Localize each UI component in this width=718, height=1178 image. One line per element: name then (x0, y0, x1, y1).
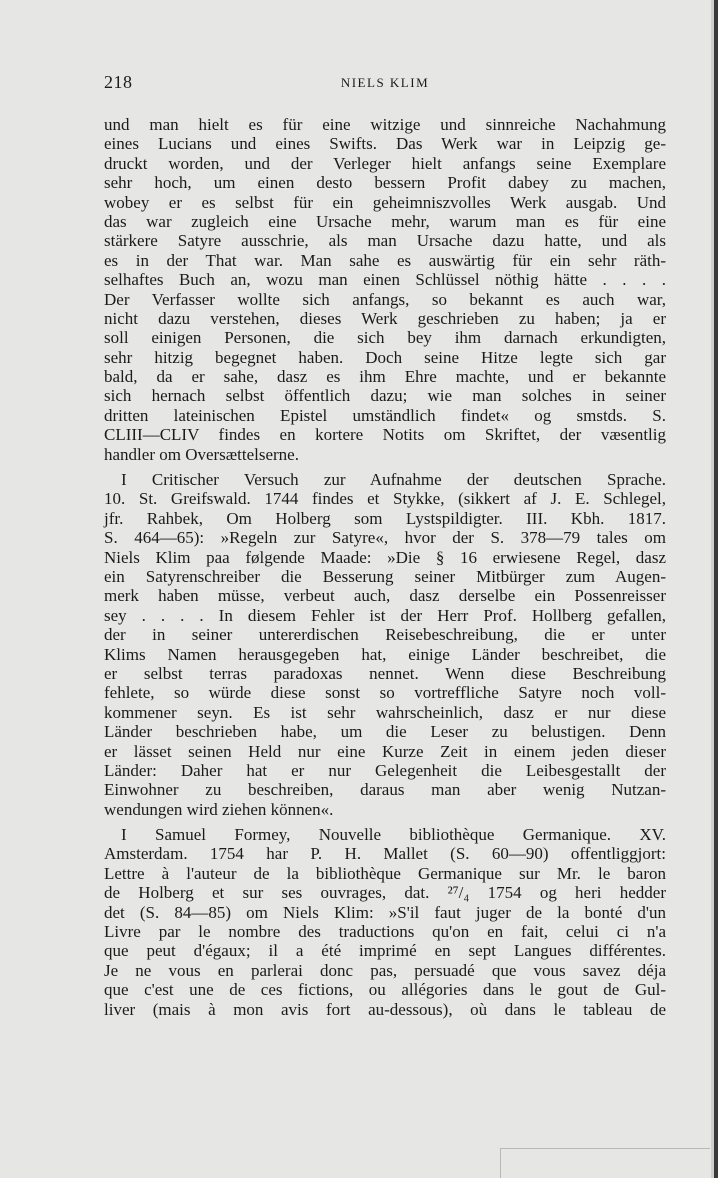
text-line: es in der That war. Man sahe es auswärtig für ein sehr räth- (104, 250, 666, 270)
text-line: handler om Oversættelserne. (104, 444, 299, 464)
text-line: er lässet seinen Held nur eine Kurze Zeit in einem jeden dieser (104, 741, 666, 761)
text-line: I Samuel Formey, Nouvelle bibliothèque Germanique. XV. (121, 825, 666, 845)
text-line: sehr hoch, um einen desto bessern Profit dabey zu machen, (104, 173, 666, 193)
text-line: kommener seyn. Es ist sehr wahrscheinlich, dasz er nur diese (104, 702, 666, 722)
text-line: Länder beschrieben habe, um die Leser zu belustigen. Denn (104, 722, 666, 742)
paragraph-3 (104, 825, 666, 1019)
text-line: que c'est une de ces fictions, ou allégories dans le gout de Gul- (104, 980, 666, 1000)
text-line: der in seiner untererdischen Reisebeschreibung, die er unter (104, 625, 666, 645)
text-line: bald, da er sahe, dasz es ihm Ehre machte, und er bekannte (104, 367, 666, 387)
text-line: Der Verfasser wollte sich anfangs, so bekannt es auch war, (104, 289, 666, 309)
body-text (104, 115, 666, 1019)
running-title: NIELS KLIM (340, 75, 430, 90)
text-line: nicht dazu verstehen, dieses Werk geschrieben zu haben; ja er (104, 308, 666, 328)
text-line: dritten lateinischen Epistel umständlich findet« og smstds. S. (104, 405, 666, 425)
text-line: que peut d'égaux; il a été imprimé en sept Langues différentes. (104, 941, 666, 961)
text-line: 10. St. Greifswald. 1744 findes et Stykke, (sikkert af J. E. Schlegel, (104, 489, 666, 509)
text-line: Einwohner zu beschreiben, daraus man aber wenig Nutzan- (104, 780, 666, 800)
scan-corner-line (500, 1148, 710, 1149)
text-line: druckt worden, und der Verleger hielt anfangs seine Exemplare (104, 153, 666, 173)
text-line: sey . . . . In diesem Fehler ist der Herr Prof. Hollberg gefallen, (104, 605, 666, 625)
text-line: S. 464—65): »Regeln zur Satyre«, hvor der S. 378—79 tales om (104, 528, 666, 548)
text-line: er selbst terras paradoxas nennet. Wenn diese Beschreibung (104, 663, 666, 683)
page-number: 218 (104, 72, 133, 92)
page-header (104, 72, 666, 96)
text-line: sehr hitzig begegnet haben. Doch seine Hitze legte sich gar (104, 347, 666, 367)
text-line: sich hernach selbst öffentlich dazu; wie man solches in seiner (104, 386, 666, 406)
text-line: det (S. 84—85) om Niels Klim: »S'il faut juger de la bonté d'un (104, 902, 666, 922)
text-line: soll einigen Personen, die sich bey ihm darnach erkundigten, (104, 328, 666, 348)
paragraph-1 (104, 115, 666, 464)
text-line: eines Lucians und eines Swifts. Das Werk war in Leipzig ge- (104, 134, 666, 154)
text-line: wendungen wird ziehen können«. (104, 799, 334, 819)
text-line: Klims Namen herausgegeben hat, einige Länder beschreibet, die (104, 644, 666, 664)
text-line: jfr. Rahbek, Om Holberg som Lystspildigter. III. Kbh. 1817. (104, 508, 666, 528)
text-line: das war zugleich eine Ursache mehr, warum man es für eine (104, 211, 666, 231)
text-line: de Holberg et sur ses ouvrages, dat. ²⁷/₄ 1754 og heri hedder (104, 883, 666, 903)
text-line: Amsterdam. 1754 har P. H. Mallet (S. 60—90) offentliggjort: (104, 844, 666, 864)
paragraph-2 (104, 470, 666, 819)
scan-corner-line-vertical (500, 1148, 501, 1178)
page-edge (714, 0, 718, 1178)
text-line: Niels Klim paa følgende Maade: »Die § 16 erwiesene Regel, dasz (104, 547, 666, 567)
text-line: liver (mais à mon avis fort au-dessous), où dans le tableau de (104, 999, 666, 1019)
text-line: CLIII—CLIV findes en kortere Notits om Skriftet, der væsentlig (104, 425, 666, 445)
text-line: Länder: Daher hat er nur Gelegenheit die Leibesgestallt der (104, 760, 666, 780)
text-line: fehlete, so würde diese sonst so vortreffliche Satyre noch voll- (104, 683, 666, 703)
text-line: I Critischer Versuch zur Aufnahme der deutschen Sprache. (121, 470, 666, 490)
text-line: merk haben müsse, verbeut auch, dasz derselbe ein Possenreisser (104, 586, 666, 606)
text-line: wobey er es selbst für ein geheimniszvolles Werk ausgab. Und (104, 192, 666, 212)
text-line: selhaftes Buch an, wozu man einen Schlüssel nöthig hätte . . . . (104, 270, 666, 290)
text-line: und man hielt es für eine witzige und sinnreiche Nachahmung (104, 115, 666, 134)
text-line: Livre par le nombre des traductions qu'on en fait, celui ci n'a (104, 922, 666, 942)
text-line: Lettre à l'auteur de la bibliothèque Germanique sur Mr. le baron (104, 863, 666, 883)
text-line: ein Satyrenschreiber die Besserung seiner Mitbürger zum Augen- (104, 566, 666, 586)
text-line: stärkere Satyre ausschrie, als man Ursache dazu hatte, und als (104, 231, 666, 251)
text-line: Je ne vous en parlerai donc pas, persuadé que vous savez déja (104, 960, 666, 980)
